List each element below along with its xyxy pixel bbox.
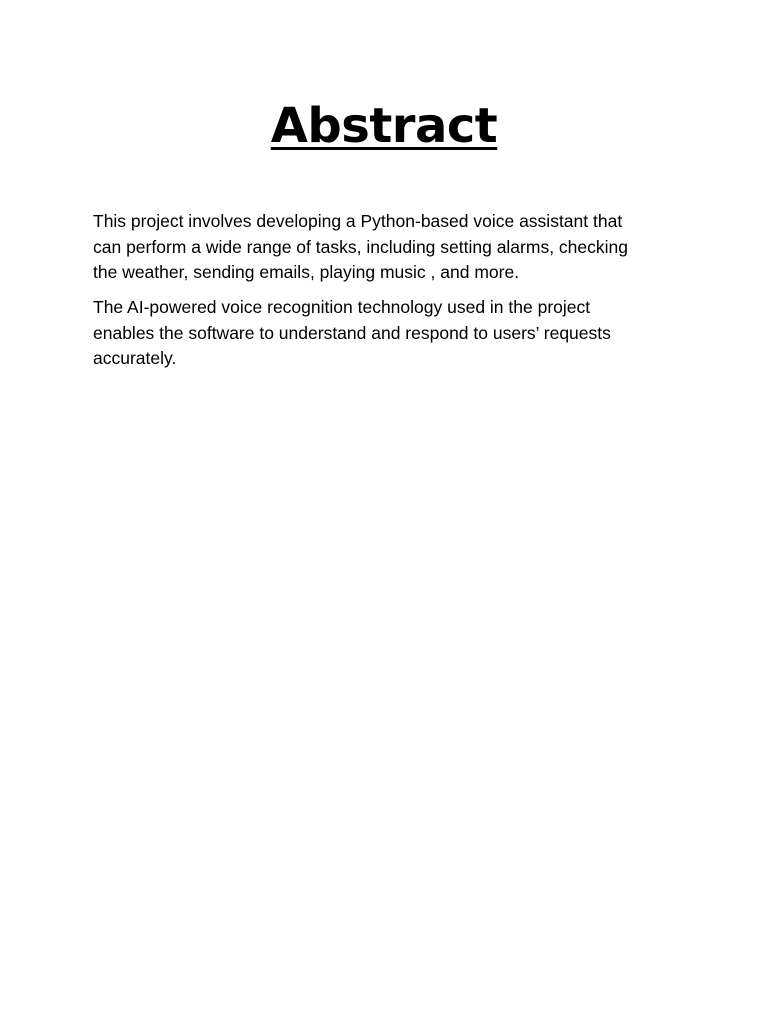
page-title: Abstract	[270, 98, 498, 154]
abstract-paragraph-1: This project involves developing a Python-based voice assistant that can perform a wide range of tasks, including setting alarms, checking the weather, sending emails, playing music , and more.	[93, 211, 628, 282]
abstract-paragraph-2: The AI-powered voice recognition technology used in the project enables the software to understand and respond to users’ requests accurately.	[93, 297, 611, 368]
